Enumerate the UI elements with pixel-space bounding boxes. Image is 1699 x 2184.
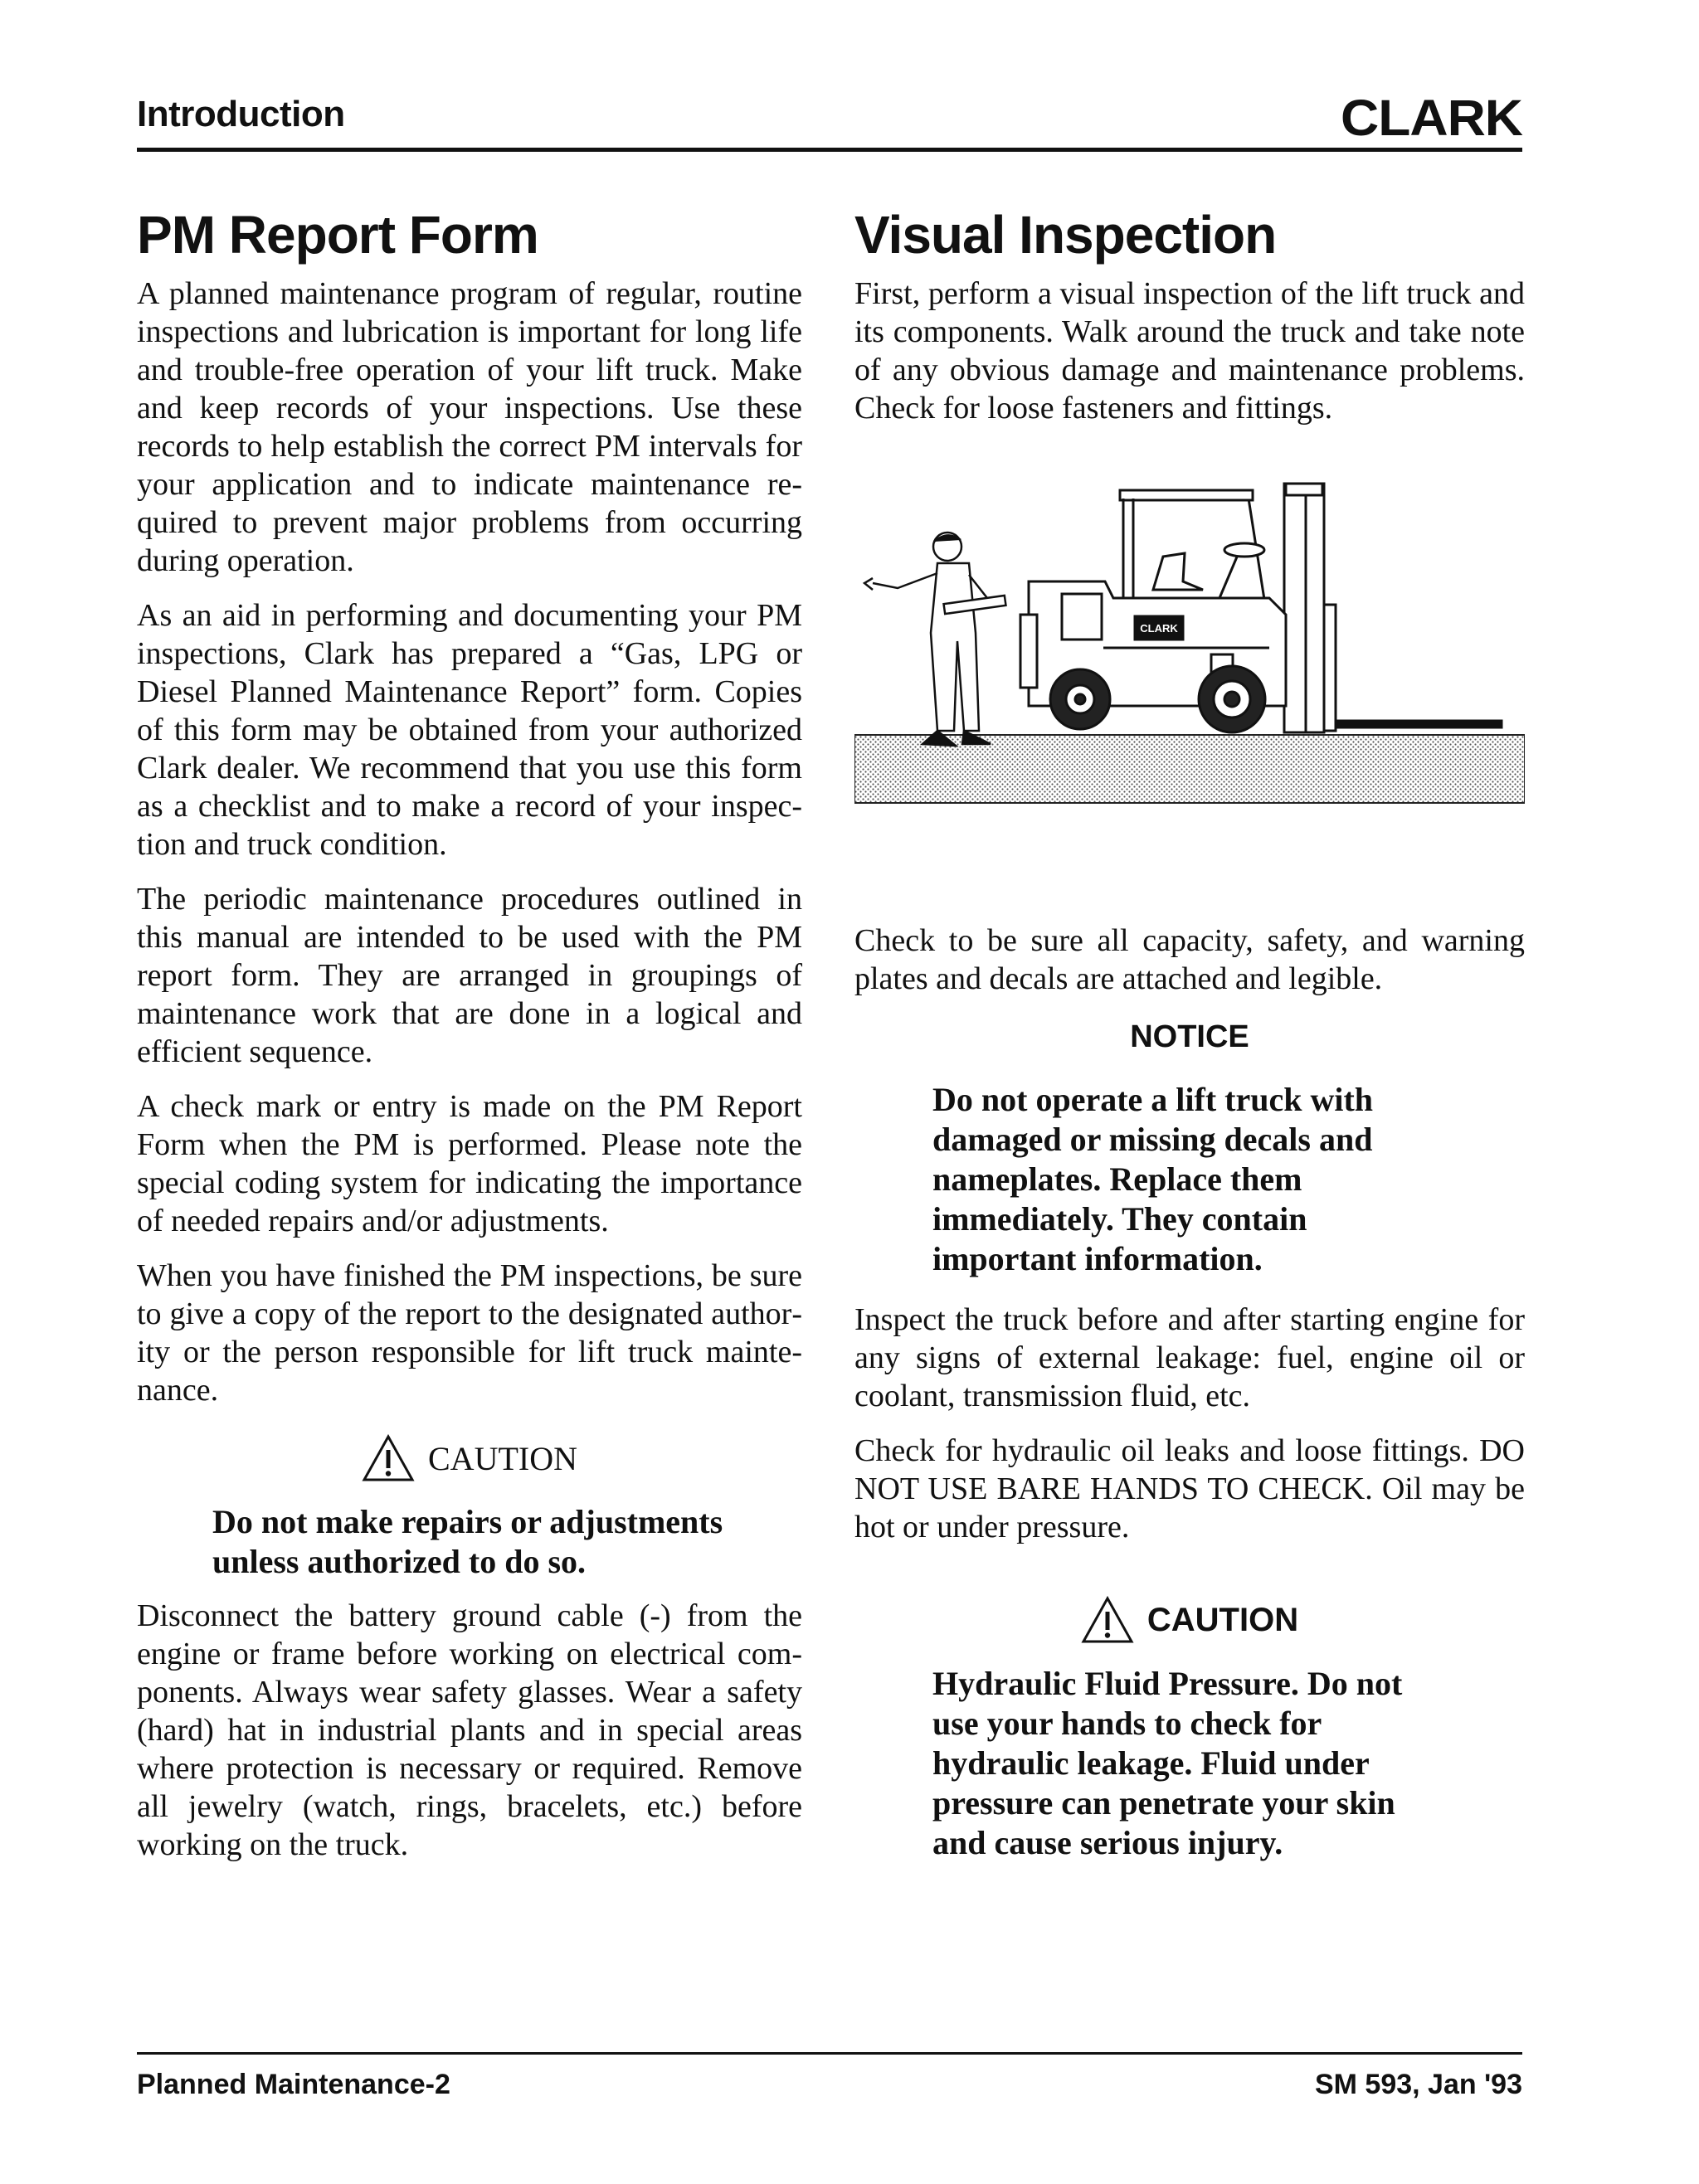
footer-rule bbox=[137, 2052, 1522, 2055]
inspector-figure bbox=[864, 533, 1005, 746]
footer-document-id: SM 593, Jan '93 bbox=[1314, 2069, 1522, 2100]
caution-label: CAUTION bbox=[428, 1439, 577, 1477]
caution-text: Hydraulic Fluid Pressure. Do not use your hands to check for hydraulic leakage. Fluid under pressure can penetrate your skin and cause serious injury. bbox=[932, 1665, 1403, 1862]
paragraph-hydraulic-leaks: Check for hydraulic oil leaks and loose fittings. DO NOT USE BARE HANDS TO CHECK. Oil may be hot or under pressure. bbox=[854, 1433, 1525, 1545]
paragraph-visual-intro: First, perform a visual inspection of the lift truck and its components. Walk around the truck and take note of any obvious damage and maintenance problems. Check for loose fasteners and fittings. bbox=[854, 276, 1525, 426]
notice-text: Do not operate a lift truck with damaged or missing decals and nameplates. Replace them immediately. They contain important information. bbox=[932, 1081, 1374, 1278]
page-header bbox=[137, 87, 1522, 147]
warning-triangle-icon bbox=[362, 1434, 415, 1482]
notice-label: NOTICE bbox=[1130, 1019, 1249, 1055]
forklift-truck bbox=[1020, 484, 1502, 732]
right-column bbox=[854, 207, 1525, 1878]
caution-hydraulic bbox=[854, 1596, 1525, 1863]
paragraph-plates-decals: Check to be sure all capacity, safety, and warning plates and decals are attached and legible. bbox=[854, 923, 1525, 997]
footer-page-label: Planned Maintenance-2 bbox=[137, 2069, 450, 2100]
paragraph-finished-inspections: When you have finished the PM inspections, be sure to give a copy of the report to the designated authority or the person responsible for lift truck maintenance. bbox=[137, 1258, 802, 1408]
caution-header bbox=[362, 1434, 577, 1482]
paragraph-periodic-procedures: The periodic maintenance procedures outlined in this manual are intended to be used with the PM report form. They are arranged in groupings of maintenance work that are done in a logical and efficient sequence. bbox=[137, 882, 802, 1070]
paragraph-report-form-aid: As an aid in performing and documenting your PM inspections, Clark has prepared a “Gas, LPG or Diesel Planned Maintenance Report” form. Copies of this form may be obtained from your authorized Clark dealer. We recommend that you use this form as a checklist and to make a record of your inspection and truck condition. bbox=[137, 598, 802, 863]
left-column bbox=[137, 207, 802, 1880]
paragraph-safety-precautions: Disconnect the battery ground cable (-) from the engine or frame before working on electrical components. Always wear safety glasses. Wear a safety (hard) hat in industrial plants and in special areas where protection is necessary or required. Remove all jewelry (watch, rings, bracelets, etc.) before working on the truck. bbox=[137, 1598, 802, 1863]
section-title: Introduction bbox=[137, 94, 345, 134]
clark-logo: CLARK bbox=[1341, 89, 1522, 147]
caution-label: CAUTION bbox=[1146, 1601, 1299, 1638]
truck-badge-text: CLARK bbox=[1140, 622, 1178, 635]
paragraph-external-leakage: Inspect the truck before and after starting engine for any signs of external leakage: fuel, engine oil or coolant, transmission fluid, etc. bbox=[854, 1302, 1525, 1414]
caution-text: Do not make repairs or adjustments unless authorized to do so. bbox=[212, 1503, 723, 1581]
caution-header bbox=[1081, 1596, 1298, 1644]
header-rule bbox=[137, 148, 1522, 152]
paragraph-check-mark: A check mark or entry is made on the PM Report Form when the PM is performed. Please note the special coding system for indicating the importance of needed repairs and/or adjustments. bbox=[137, 1089, 802, 1239]
warning-triangle-icon bbox=[1081, 1596, 1134, 1644]
caution-repairs bbox=[137, 1434, 802, 1582]
forklift-inspection-illustration bbox=[854, 457, 1525, 805]
visual-inspection-heading: Visual Inspection bbox=[854, 205, 1277, 265]
pm-report-form-heading: PM Report Form bbox=[137, 205, 538, 265]
paragraph-planned-maintenance: A planned maintenance program of regular, routine inspections and lubrication is important for long life and trouble-free operation of your lift truck. Make and keep records of your inspections. Use these records to help establish the correct PM intervals for your application and to indicate maintenance required to prevent major problems from occurring during operation. bbox=[137, 276, 802, 579]
